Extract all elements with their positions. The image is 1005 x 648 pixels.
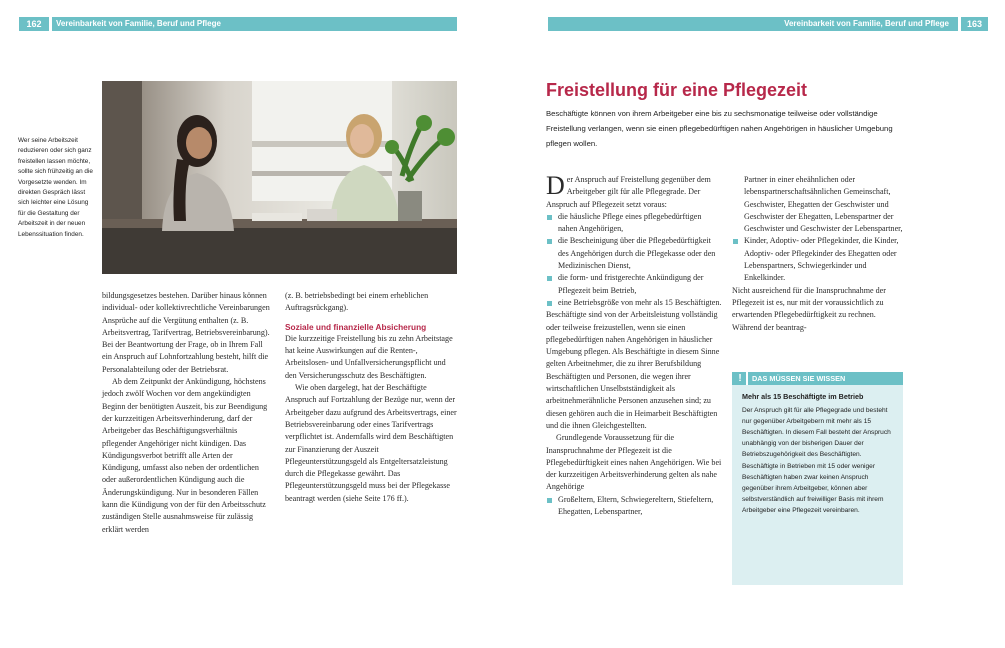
- page-title: Freistellung für eine Pflegezeit: [546, 80, 808, 100]
- list-item: Großeltern, Eltern, Schwiegereltern, Stiefeltern, Ehegatten, Lebenspartner,: [546, 494, 722, 519]
- left-col2-paragraph-1: (z. B. betriebsbedingt bei einem erheblichen Auftragsrückgang).: [285, 291, 429, 313]
- right-col1-paragraph-2: Beschäftigte sind von der Arbeitsleistung vollständig oder teilweise freizustellen, wenn sie einen pflegebedürftigen nahen Angehörigen in häuslicher Umgebung pflegen. Als Beschäftigte in diesem Sinne gelten Arbeitnehmer, die zu ihrer Berufsbildung Beschäftigten und Personen, die wegen ihrer wirtschaftlichen Unselbstständigkeit als arbeitnehmerähnliche Personen anzusehen sind; zu diesen gehören auch die in Heimarbeit Beschäftigten und die ihnen Gleichgestellten.: [546, 310, 720, 430]
- left-col2-paragraph-2: Die kurzzeitige Freistellung bis zu zehn Arbeitstage hat keine Auswirkungen auf die Renten-, Arbeitslosen- und Unfallversicherungspflicht und den Versicherungsschutz des Beschäftigten.: [285, 333, 453, 380]
- section-subhead: Soziale und finanzielle Absicherung: [285, 321, 427, 332]
- left-column-2: [285, 290, 457, 505]
- right-column-1: [546, 171, 722, 518]
- left-col1-paragraph-1: bildungsgesetzes bestehen. Darüber hinaus können individual- oder kollektivrechtliche Vereinbarungen Ansprüche auf die Vergütung enthalten (z. B. Arbeitsvertrag, Tarifvertrag, Betriebsvereinbarung). Bei der Beantwortung der Frage, ob in Ihrem Fall ein Anspruch auf Lohnfortzahlung besteht, hilft die Personalabteilung oder der Betriebsrat.: [102, 291, 270, 374]
- left-col1-paragraph-2: Ab dem Zeitpunkt der Ankündigung, höchstens jedoch zwölf Wochen vor dem angekündigten Beginn der benötigten Auszeit, bis zur Beendigung der kurzzeitigen Arbeitsverhinderung, darf der Arbeitgeber das Beschäftigungsverhältnis pflegender Angehöriger nicht kündigen. Das Kündigungsverbot betrifft alle Arten der Kündigung, umfasst also neben der ordentlichen oder außerordentlichen Kündigung auch die Änderungskündigung. Nur in besonderen Fällen kann die Kündigung von der für den Arbeitsschutz zuständigen Stelle ausnahmsweise für zulässig erklärt werden: [102, 377, 268, 534]
- list-item: die häusliche Pflege eines pflegebedürftigen nahen Angehörigen,: [546, 211, 722, 236]
- right-page-number: 163: [961, 17, 988, 31]
- info-box-title: DAS MÜSSEN SIE WISSEN: [752, 374, 846, 383]
- right-column-2: [732, 174, 904, 334]
- office-photo-illustration: [102, 81, 457, 274]
- list-item: eine Betriebsgröße von mehr als 15 Beschäftigten.: [546, 297, 722, 309]
- intro-text: er Anspruch auf Freistellung gegenüber dem Arbeitgeber gilt für alle Pflegegrade. Der Anspruch auf Pflegezeit setzt voraus:: [546, 175, 711, 209]
- lead-paragraph: Beschäftigte können von ihrem Arbeitgeber eine bis zu sechsmonatige teilweise oder vollständige Freistellung verlangen, wenn sie einen pflegebedürftigen nahen Angehörigen in häuslicher Umgebung pflegen wollen.: [546, 109, 893, 148]
- right-running-head: Vereinbarkeit von Familie, Beruf und Pflege: [784, 19, 949, 28]
- info-box-body: [742, 391, 897, 516]
- left-page-number: 162: [19, 17, 49, 31]
- office-photo: [102, 81, 457, 274]
- info-box-text: Der Anspruch gilt für alle Pflegegrade und besteht nur gegenüber Arbeitgebern mit mehr als 15 Beschäftigten. In diesem Fall besteht der Anspruch unabhängig von der bisherigen Dauer der Betriebszugehörigkeit des Beschäftigten. Beschäftigte in Betrieben mit 15 oder weniger Beschäftigten haben zwar keinen Anspruch gegenüber ihrem Arbeitgeber, können aber selbstverständlich auf freiwilliger Basis mit ihrem Arbeitgeber eine Pflegezeit vereinbaren.: [742, 407, 891, 514]
- left-running-head: Vereinbarkeit von Familie, Beruf und Pflege: [56, 19, 221, 28]
- list-item: Kinder, Adoptiv- oder Pflegekinder, die Kinder, Adoptiv- oder Pflegekinder des Ehegatten oder Lebenspartners, Schwiegerkinder und Enkelkinder.: [732, 235, 904, 284]
- list-item: die form- und fristgerechte Ankündigung der Pflegezeit beim Betrieb,: [546, 272, 722, 297]
- right-col1-intro: [546, 171, 722, 211]
- right-col2-paragraph-2: Nicht ausreichend für die Inanspruchnahme der Pflegezeit ist es, nur mit der voraussichtlich zu erwartenden Pflegebedürftigkeit zu rechnen. Während der beantrag-: [732, 285, 886, 332]
- right-col2-continuation: Partner in einer eheähnlichen oder lebenspartnerschaftsähnlichen Gemeinschaft, Geschwister, Ehegatten der Geschwister und Geschwister der Ehegatten, Lebenspartner der Geschwister und Geschwister der Lebenspartner,: [744, 175, 903, 234]
- list-item: die Bescheinigung über die Pflegebedürftigkeit des Angehörigen durch die Pflegekasse oder den Medizinischen Dienst,: [546, 235, 722, 272]
- left-col2-paragraph-3: Wie oben dargelegt, hat der Beschäftigte Anspruch auf Fortzahlung der Bezüge nur, wenn der Arbeitgeber dazu aufgrund des Arbeitsvertrags, einer Betriebsvereinbarung oder eines Tarifvertrags verpflichtet ist. Andernfalls wird dem Beschäftigten zur Finanzierung der Auszeit Pflegeunterstützungsgeld als Entgeltersatzleistung durch die Pflegekasse gewährt. Das Pflegeunterstützungsgeld muss bei der Pflegekasse beantragt werden (siehe Seite 176 ff.).: [285, 383, 457, 503]
- children-list: [732, 235, 904, 284]
- right-col1-paragraph-3: Grundlegende Voraussetzung für die Inanspruchnahme der Pflegezeit ist die Pflegebedürftigkeit eines nahen Angehörigen. Wie bei der kurzzeitigen Arbeitsverhinderung gelten als nahe Angehörige: [546, 433, 722, 492]
- requirements-list: [546, 211, 722, 309]
- drop-cap: D: [546, 171, 565, 200]
- sidenote: Wer seine Arbeitszeit reduzieren oder sich ganz freistellen lassen möchte, sollte sich frühzeitig an die Vorgesetzte wenden. Im direkten Gespräch lässt sich leichter eine Lösung für die Gestaltung der Arbeitszeit in der neuen Lebenssituation finden.: [18, 137, 93, 238]
- relatives-list: [546, 494, 722, 519]
- exclamation-icon: !: [734, 372, 748, 385]
- left-column-1: [102, 290, 272, 536]
- info-box-subheading: Mehr als 15 Beschäftigte im Betrieb: [742, 392, 864, 401]
